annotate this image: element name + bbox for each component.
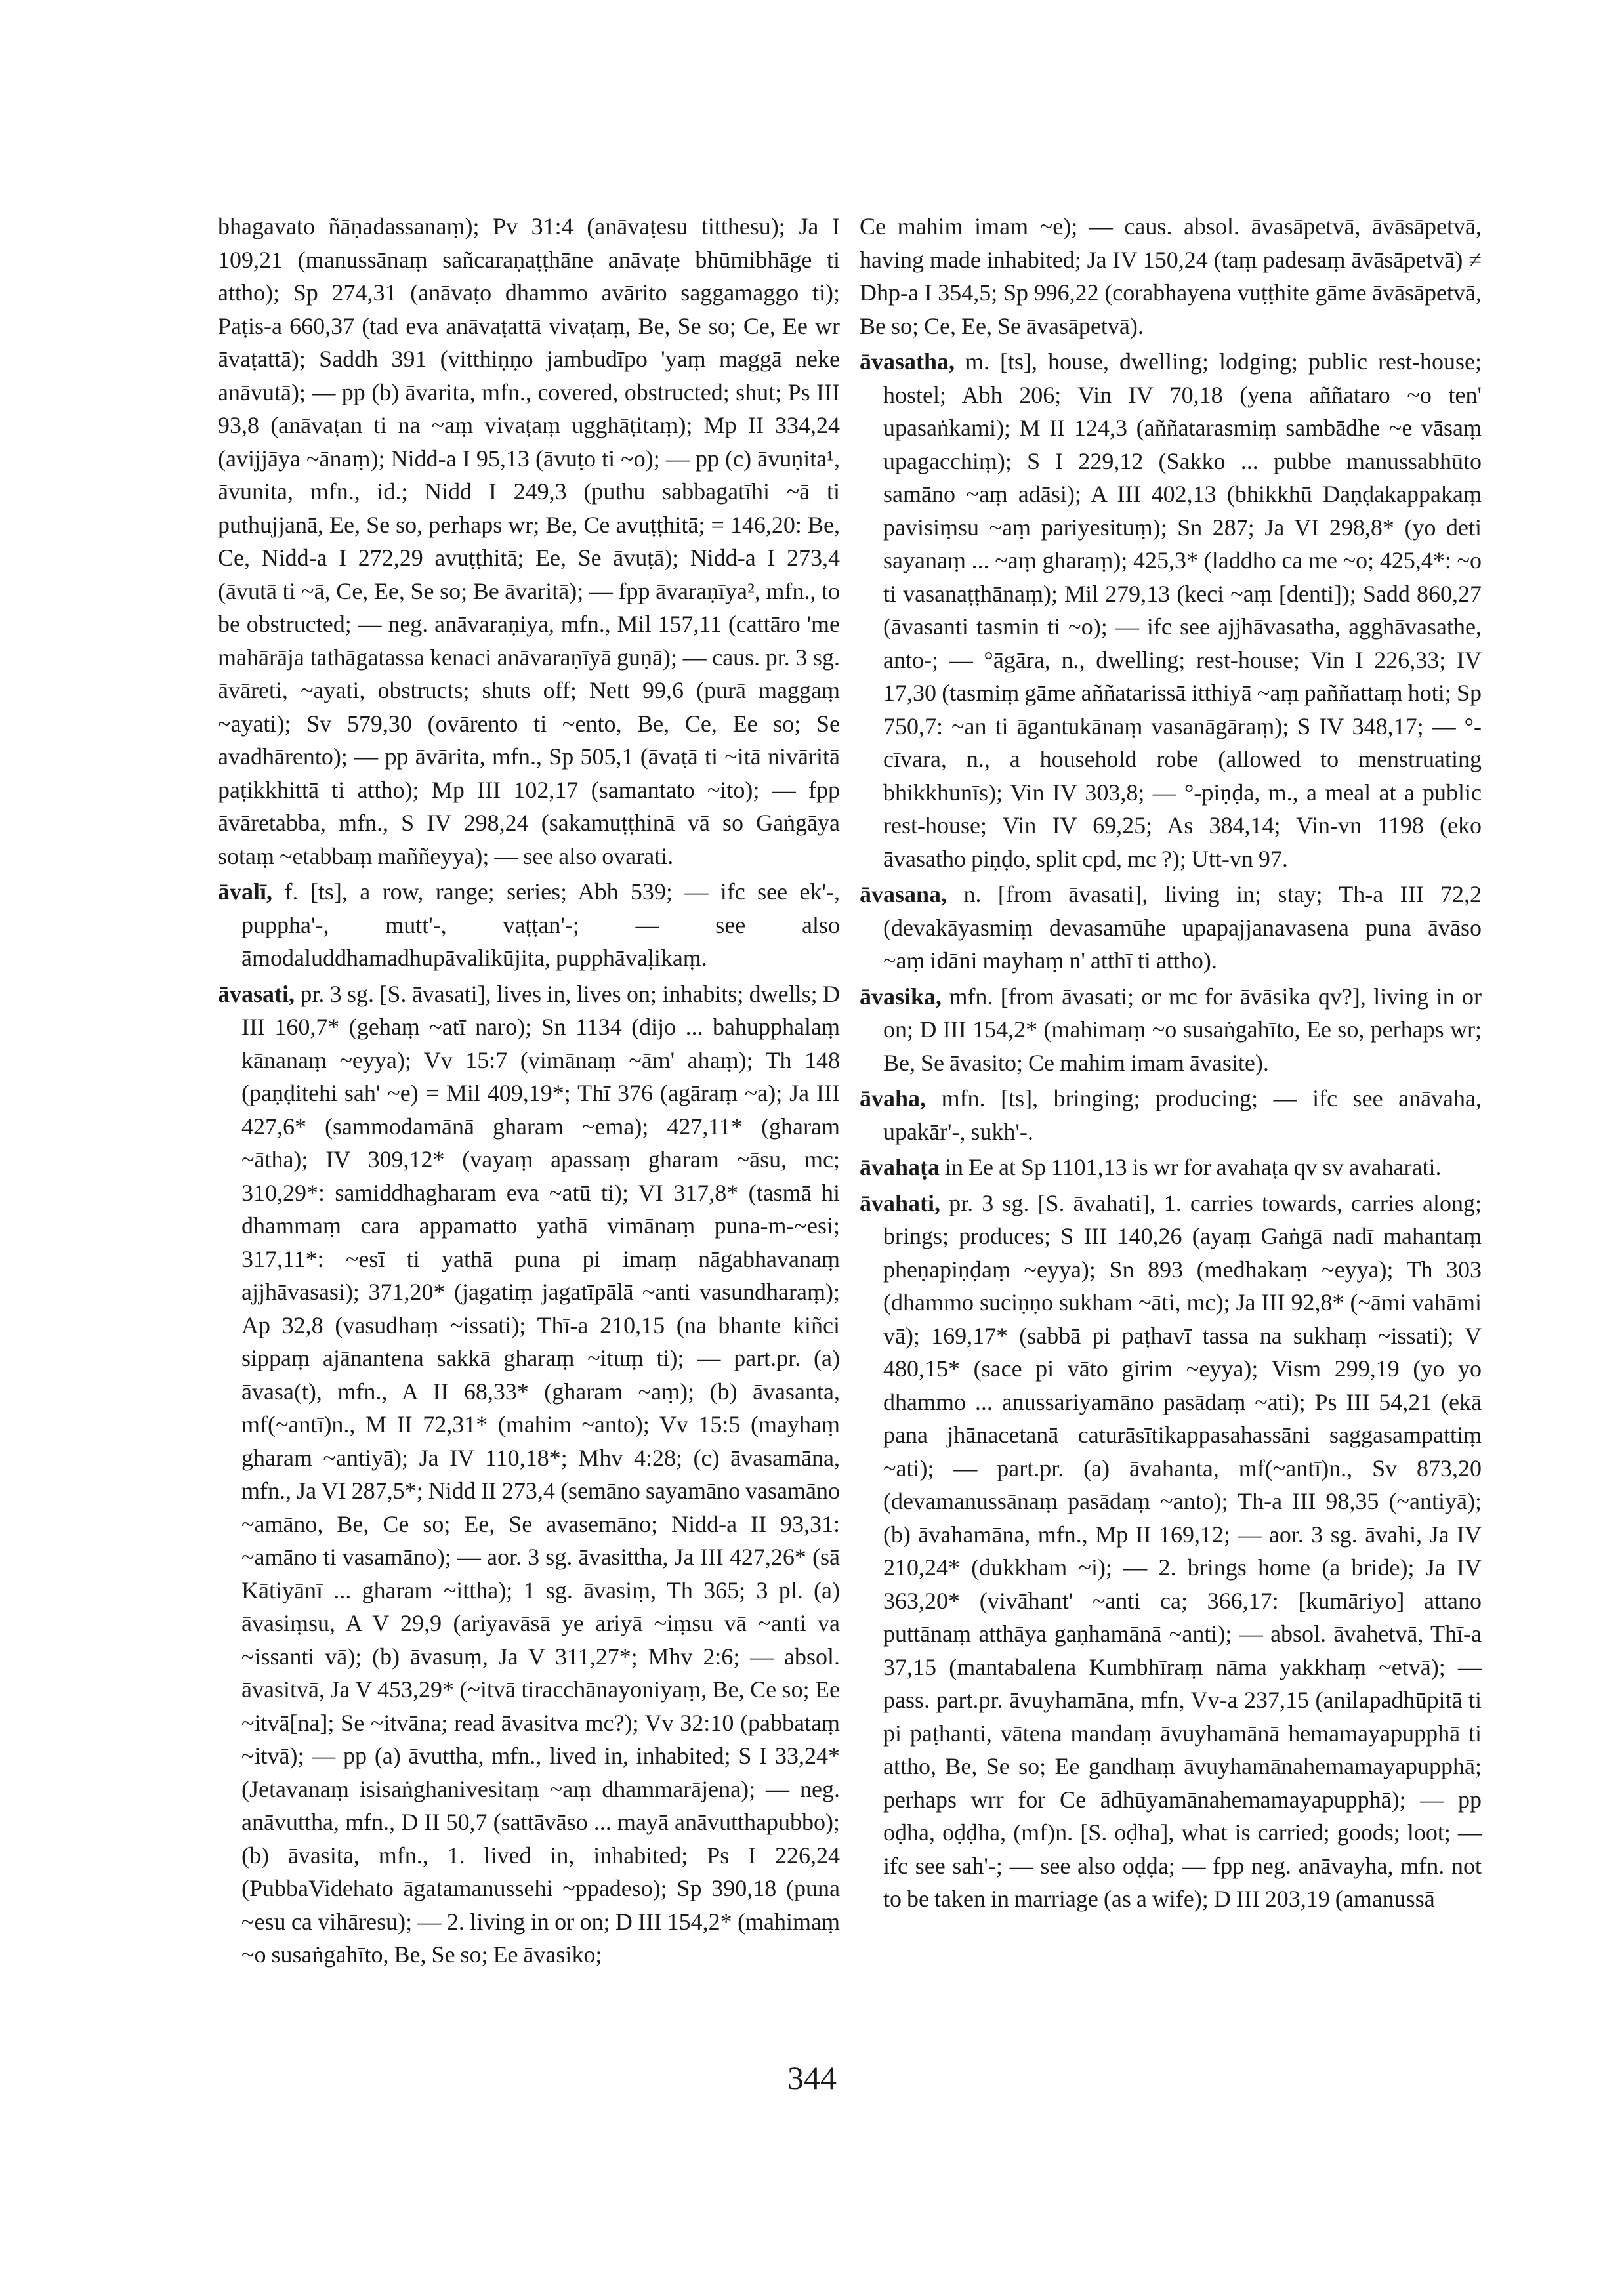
entry-avaha [860, 1082, 1482, 1148]
left-column [218, 210, 840, 1974]
entry-avasika [860, 980, 1482, 1080]
entry-text: mfn. [from āvasati; or mc for āvāsika qv?], living in or on; D III 154,2* (mahimaṃ ~o susaṅgahīto, Ee so, perhaps wr; Be, Se āvasito; Ce mahim imam āvasite). [883, 983, 1482, 1076]
entry-text: bhagavato ñāṇadassanaṃ); Pv 31:4 (anāvaṭesu titthesu); Ja I 109,21 (manussānaṃ sañcaraṇaṭṭhāne anāvaṭe bhūmibhāge ti attho); Sp 274,31 (anāvaṭo dhammo avārito saggamaggo ti); Paṭis-a 660,37 (tad eva anāvaṭattā vivaṭaṃ, Be, Se so; Ce, Ee wr āvaṭattā); Saddh 391 (vitthiṇṇo jambudīpo 'yaṃ maggā neke anāvutā); — pp (b) āvarita, mfn., covered, obstructed; shut; Ps III 93,8 (anāvaṭan ti na ~aṃ vivaṭaṃ ugghāṭitaṃ); Mp II 334,24 (avijjāya ~ānaṃ); Nidd-a I 95,13 (āvuṭo ti ~o); — pp (c) āvuṇita¹, āvunita, mfn., id.; Nidd I 249,3 (puthu sabbagatīhi ~ā ti puthujjanā, Ee, Se so, perhaps wr; Be, Ce avuṭṭhitā; = 146,20: Be, Ce, Nidd-a I 272,29 avuṭṭhitā; Ee, Se āvuṭā); Nidd-a I 273,4 (āvutā ti ~ā, Ce, Ee, Se so; Be āvaritā); — fpp āvaraṇīya², mfn., to be obstructed; — neg. anāvaraṇiya, mfn., Mil 157,11 (cattāro 'me mahārāja tathāgatassa kenaci anāvaraṇīyā guṇā); — caus. pr. 3 sg. āvāreti, ~ayati, obstructs; shuts off; Nett 99,6 (purā maggaṃ ~ayati); Sv 579,30 (ovārento ti ~ento, Be, Ce, Ee so; Se avadhārento); — pp āvārita, mfn., Sp 505,1 (āvaṭā ti ~itā nivāritā paṭikkhittā ti attho); Mp III 102,17 (samantato ~ito); — fpp āvāretabba, mfn., S IV 298,24 (sakamuṭṭhinā vā so Gaṅgāya sotaṃ ~etabbaṃ maññeyya); — see also ovarati. [218, 213, 840, 869]
headword: āvasatha, [860, 348, 955, 375]
entry-text: Ce mahim imam ~e); — caus. absol. āvasāpetvā, āvāsāpetvā, having made inhabited; Ja IV 150,24 (taṃ padesaṃ āvāsāpetvā) ≠ Dhp-a I 354,5; Sp 996,22 (corabhayena vuṭṭhite gāme āvāsāpetvā, Be so; Ce, Ee, Se āvasāpetvā). [860, 213, 1482, 339]
entry-avasatha [860, 345, 1482, 875]
entry-text: in Ee at Sp 1101,13 is wr for avahaṭa qv sv avaharati. [945, 1154, 1442, 1180]
entry-avahati [860, 1187, 1482, 1916]
entry-avasati-continued [860, 210, 1482, 342]
headword: āvalī, [218, 879, 273, 905]
entry-avahata [860, 1151, 1482, 1184]
entry-avasana [860, 878, 1482, 978]
page-number: 344 [787, 2059, 837, 2096]
headword: āvasana, [860, 881, 947, 907]
entry-text: n. [from āvasati], living in; stay; Th-a III 72,2 (devakāyasmiṃ devasamūhe upapajjanavasena puna āvāso ~aṃ idāni mayhaṃ n' atthī ti attho). [883, 881, 1482, 974]
headword: āvahati, [860, 1189, 941, 1216]
headword: āvaha, [860, 1085, 927, 1111]
right-column [860, 210, 1482, 1918]
entry-text: pr. 3 sg. [S. āvasati], lives in, lives on; inhabits; dwells; D III 160,7* (gehaṃ ~atī naro); Sn 1134 (dijo ... bahupphalaṃ kānanaṃ ~eyya); Vv 15:7 (vimānaṃ ~ām' ahaṃ); Th 148 (paṇḍitehi sah' ~e) = Mil 409,19*; Thī 376 (agāraṃ ~a); Ja III 427,6* (sammodamānā gharam ~ema); 427,11* (gharam ~ātha); IV 309,12* (vayaṃ apassaṃ gharam ~āsu, mc; 310,29*: samiddhagharam eva ~atū ti); VI 317,8* (tasmā hi dhammaṃ cara appamatto yathā vimānaṃ puna-m-~esi; 317,11*: ~esī ti yathā puna pi imaṃ nāgabhavanaṃ ajjhāvasasi); 371,20* (jagatiṃ jagatīpālā ~anti vasundharaṃ); Ap 32,8 (vasudhaṃ ~issati); Thī-a 210,15 (na bhante kiñci sippaṃ ajānantena sakkā gharaṃ ~ituṃ ti); — part.pr. (a) āvasa(t), mfn., A II 68,33* (gharam ~aṃ); (b) āvasanta, mf(~antī)n., M II 72,31* (mahim ~anto); Vv 15:5 (mayhaṃ gharam ~antiyā); Ja IV 110,18*; Mhv 4:28; (c) āvasamāna, mfn., Ja VI 287,5*; Nidd II 273,4 (semāno sayamāno vasamāno ~amāno, Be, Ce so; Ee, Se avasemāno; Nidd-a II 93,31: ~amāno ti vasamāno); — aor. 3 sg. āvasittha, Ja III 427,26* (sā Kātiyānī ... gharam ~ittha); 1 sg. āvasiṃ, Th 365; 3 pl. (a) āvasiṃsu, A V 29,9 (ariyavāsā ye ariyā ~iṃsu vā ~anti va ~issanti vā); (b) āvasuṃ, Ja V 311,27*; Mhv 2:6; — absol. āvasitvā, Ja V 453,29* (~itvā tiracchānayoniyaṃ, Be, Ce so; Ee ~itvā[na]; Se ~itvāna; read āvasitva mc?); Vv 32:10 (pabbataṃ ~itvā); — pp (a) āvuttha, mfn., lived in, inhabited; S I 33,24* (Jetavanaṃ isisaṅghanivesitaṃ ~aṃ dhammarājena); — neg. anāvuttha, mfn., D II 50,7 (sattāvāso ... mayā anāvutthapubbo); (b) āvasita, mfn., 1. lived in, inhabited; Ps I 226,24 (PubbaVidehato āgatamanussehi ~ppadeso); Sp 390,18 (puna ~esu ca vihāresu); — 2. living in or on; D III 154,2* (mahimaṃ ~o susaṅgahīto, Be, Se so; Ee āvasiko; [241, 980, 841, 1968]
headword: āvahaṭa [860, 1154, 940, 1180]
entry-avali [218, 875, 840, 975]
entry-text: f. [ts], a row, range; series; Abh 539; — ifc see ek'-, puppha'-, mutt'-, vaṭṭan'-; — see also āmodaluddhamadhupāvalikūjita, pupphāvaḷikaṃ. [241, 879, 840, 971]
entry-text: m. [ts], house, dwelling; lodging; public rest-house; hostel; Abh 206; Vin IV 70,18 (yena aññataro ~o ten' upasaṅkami); M II 124,3 (aññatarasmiṃ sambādhe ~e vāsaṃ upagacchiṃ); S I 229,12 (Sakko ... pubbe manussabhūto samāno ~aṃ adāsi); A III 402,13 (bhikkhū Daṇḍakappakaṃ pavisiṃsu ~aṃ pariyesituṃ); Sn 287; Ja VI 298,8* (yo deti sayanaṃ ... ~aṃ gharaṃ); 425,3* (laddho ca me ~o; 425,4*: ~o ti vasanaṭṭhānaṃ); Mil 279,13 (keci ~aṃ [denti]); Sadd 860,27 (āvasanti tasmin ti ~o); — ifc see ajjhāvasatha, agghāvasathe, anto-; — °āgāra, n., dwelling; rest-house; Vin I 226,33; IV 17,30 (tasmiṃ gāme aññatarissā itthiyā ~aṃ paññattaṃ hoti; Sp 750,7: ~an ti āgantukānaṃ vasanāgāraṃ); S IV 348,17; — °-cīvara, n., a household robe (allowed to menstruating bhikkhunīs); Vin IV 303,8; — °-piṇḍa, m., a meal at a public rest-house; Vin IV 69,25; As 384,14; Vin-vn 1198 (eko āvasatho piṇḍo, split cpd, mc ?); Utt-vn 97. [883, 348, 1482, 872]
headword: āvasika, [860, 983, 942, 1010]
headword: āvasati, [218, 980, 295, 1007]
entry-avata-continued [218, 210, 840, 873]
entry-avasati [218, 978, 840, 1972]
entry-text: pr. 3 sg. [S. āvahati], 1. carries towards, carries along; brings; produces; S III 140,26 (ayaṃ Gaṅgā nadī mahantaṃ pheṇapiṇḍaṃ ~eyya); Sn 893 (medhakaṃ ~eyya); Th 303 (dhammo suciṇṇo sukham ~āti, mc); Ja III 92,8* (~āmi vahāmi vā); 169,17* (sabbā pi paṭhavī tassa na sukhaṃ ~issati); V 480,15* (sace pi vāto girim ~eyya); Vism 299,19 (yo yo dhammo ... anussariyamāno pasādaṃ ~ati); Ps III 54,21 (ekā pana jhānacetanā caturāsītikappasahassāni saggasampattiṃ ~ati); — part.pr. (a) āvahanta, mf(~antī)n., Sv 873,20 (devamanussānaṃ pasādaṃ ~anto); Th-a III 98,35 (~antiyā); (b) āvahamāna, mfn., Mp II 169,12; — aor. 3 sg. āvahi, Ja IV 210,24* (dukkham ~i); — 2. brings home (a bride); Ja IV 363,20* (vivāhant' ~anti ca; 366,17: [kumāriyo] attano puttānaṃ atthāya gaṇhamānā ~anti); — absol. āvahetvā, Thī-a 37,15 (mantabalena Kumbhīraṃ nāma yakkhaṃ ~etvā); — pass. part.pr. āvuyhamāna, mfn, Vv-a 237,15 (anilapadhūpitā ti pi paṭhanti, vātena mandaṃ āvuyhamānā hemamayapupphā ti attho, Be, Se so; Ee gandhaṃ āvuyhamānahemamayapupphā; perhaps wrr for Ce ādhūyamānahemamayapupphā); — pp oḍha, oḍḍha, (mf)n. [S. oḍha], what is carried; goods; loot; — ifc see sah'-; — see also oḍḍa; — fpp neg. anāvayha, mfn. not to be taken in marriage (as a wife); D III 203,19 (amanussā [883, 1189, 1482, 1912]
entry-text: mfn. [ts], bringing; producing; — ifc see anāvaha, upakār'-, sukh'-. [883, 1085, 1482, 1145]
